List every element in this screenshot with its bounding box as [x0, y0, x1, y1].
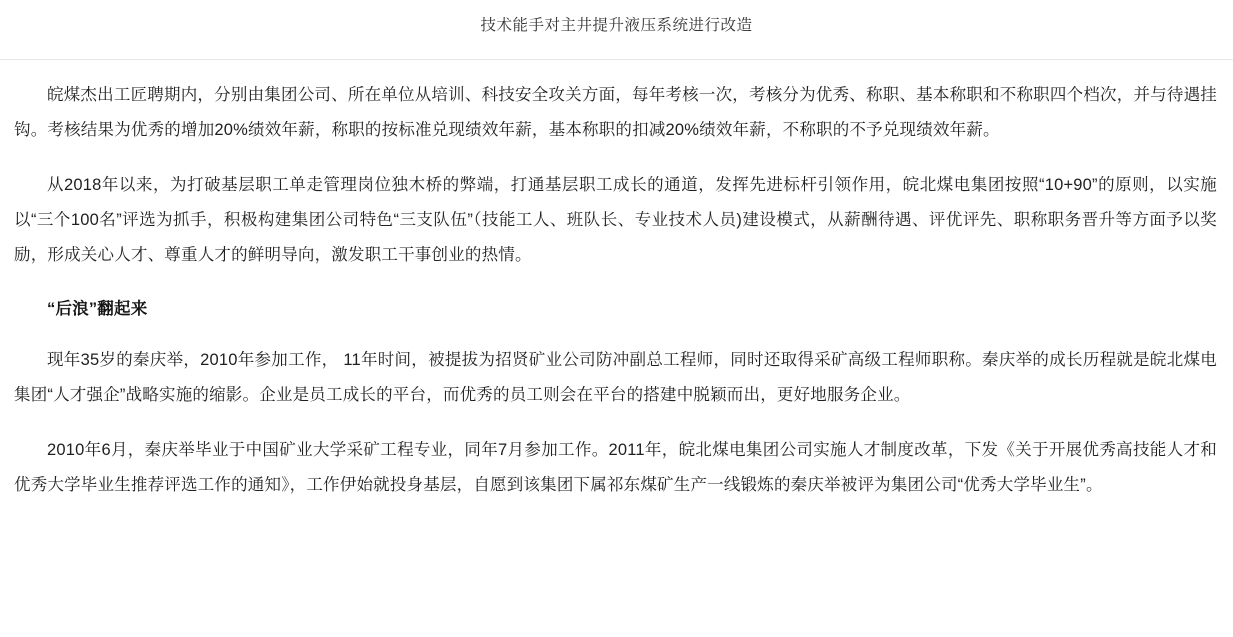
paragraph-4: 2010年6月，秦庆举毕业于中国矿业大学采矿工程专业，同年7月参加工作。2011年，皖北煤电集团公司实施人才制度改革，下发《关于开展优秀高技能人才和优秀大学毕业生推荐评选工作的通知》，工作伊始就投身基层，自愿到该集团下属祁东煤矿生产一线锻炼的秦庆举被评为集团公司“优秀大学毕业生”。 [14, 440, 1217, 494]
document-body [0, 78, 1233, 503]
figure-caption: 技术能手对主井提升液压系统进行改造 [480, 17, 753, 34]
paragraph-2: 从2018年以来，为打破基层职工单走管理岗位独木桥的弊端，打通基层职工成长的通道，发挥先进标杆引领作用，皖北煤电集团按照“10+90”的原则，以实施以“三个100名”评选为抓手，积极构建集团公司特色“三支队伍”（技能工人、班队长、专业技术人员)建设模式，从薪酬待遇、评优评先、职称职务晋升等方面予以奖励，形成关心人才、尊重人才的鲜明导向，激发职工干事创业的热情。 [14, 175, 1217, 264]
paragraph-3: 现年35岁的秦庆举，2010年参加工作， 11年时间，被提拔为招贤矿业公司防冲副总工程师，同时还取得采矿高级工程师职称。秦庆举的成长历程就是皖北煤电集团“人才强企”战略实施的缩影。企业是员工成长的平台，而优秀的员工则会在平台的搭建中脱颖而出，更好地服务企业。 [14, 350, 1217, 404]
header-divider [0, 59, 1233, 60]
paragraph-1: 皖煤杰出工匠聘期内，分别由集团公司、所在单位从培训、科技安全攻关方面，每年考核一次，考核分为优秀、称职、基本称职和不称职四个档次，并与待遇挂钩。考核结果为优秀的增加20%绩效年薪，称职的按标准兑现绩效年薪，基本称职的扣减20%绩效年薪，不称职的不予兑现绩效年薪。 [14, 85, 1217, 139]
section-subheading: “后浪”翻起来 [47, 299, 148, 318]
